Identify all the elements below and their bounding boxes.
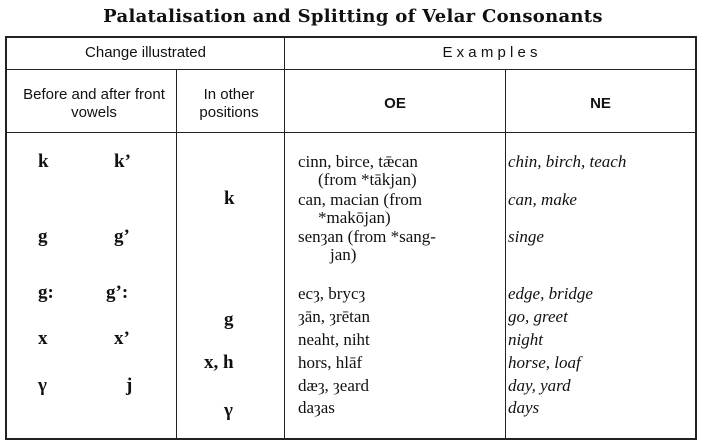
ne-example: days	[508, 398, 540, 417]
col-divider-front	[176, 70, 177, 438]
header-oe: OE	[384, 95, 406, 112]
header-examples: E x a m p l e s	[442, 44, 538, 61]
front-symbol: x	[38, 328, 48, 349]
front-symbol: k	[38, 151, 49, 172]
table-title: Palatalisation and Splitting of Velar Consonants	[103, 6, 603, 27]
oe-example: senȝan (from *sang-	[298, 227, 436, 246]
front-symbol: g:	[38, 282, 54, 303]
ne-example: horse, loaf	[508, 353, 581, 372]
oe-example-cont: jan)	[330, 245, 357, 264]
front-palatal-symbol: j	[126, 375, 133, 396]
oe-example: can, macian (from	[298, 190, 423, 209]
header-change-illustrated: Change illustrated	[85, 44, 206, 61]
front-palatal-symbol: g’	[114, 226, 130, 247]
other-position-symbol: x, h	[204, 352, 234, 373]
ne-example: night	[508, 330, 543, 349]
oe-example: cinn, birce, tǣcan	[298, 152, 418, 171]
ne-example: chin, birch, teach	[508, 152, 627, 171]
other-position-symbol: g	[224, 309, 234, 330]
header-other-positions: In other positions	[199, 86, 259, 121]
oe-example: neaht, niht	[298, 330, 370, 349]
other-position-symbol: γ	[224, 400, 233, 421]
ne-example: singe	[508, 227, 544, 246]
front-palatal-symbol: k’	[114, 151, 131, 172]
other-position-symbol: k	[224, 188, 235, 209]
header-ne: NE	[590, 95, 611, 112]
oe-example: hors, hlāf	[298, 353, 363, 372]
ne-example: day, yard	[508, 376, 571, 395]
oe-example: ecȝ, brycȝ	[298, 284, 366, 303]
ne-example: can, make	[508, 190, 577, 209]
front-symbol: γ	[38, 375, 47, 396]
front-symbol: g	[38, 226, 48, 247]
front-palatal-symbol: g’:	[106, 282, 129, 303]
header-before-front-vowels: Before and after front vowels	[23, 86, 165, 121]
oe-example: dæȝ, ȝeard	[298, 376, 370, 395]
oe-example: ȝān, ȝrētan	[298, 307, 370, 326]
ne-example: go, greet	[508, 307, 568, 326]
oe-example-cont: (from *tākjan)	[318, 170, 417, 189]
oe-example: daȝas	[298, 398, 335, 417]
ne-example: edge, bridge	[508, 284, 593, 303]
header-divider-upper	[7, 69, 695, 70]
front-palatal-symbol: x’	[114, 328, 130, 349]
oe-example-cont: *makōjan)	[318, 208, 391, 227]
header-divider-lower	[7, 132, 695, 133]
